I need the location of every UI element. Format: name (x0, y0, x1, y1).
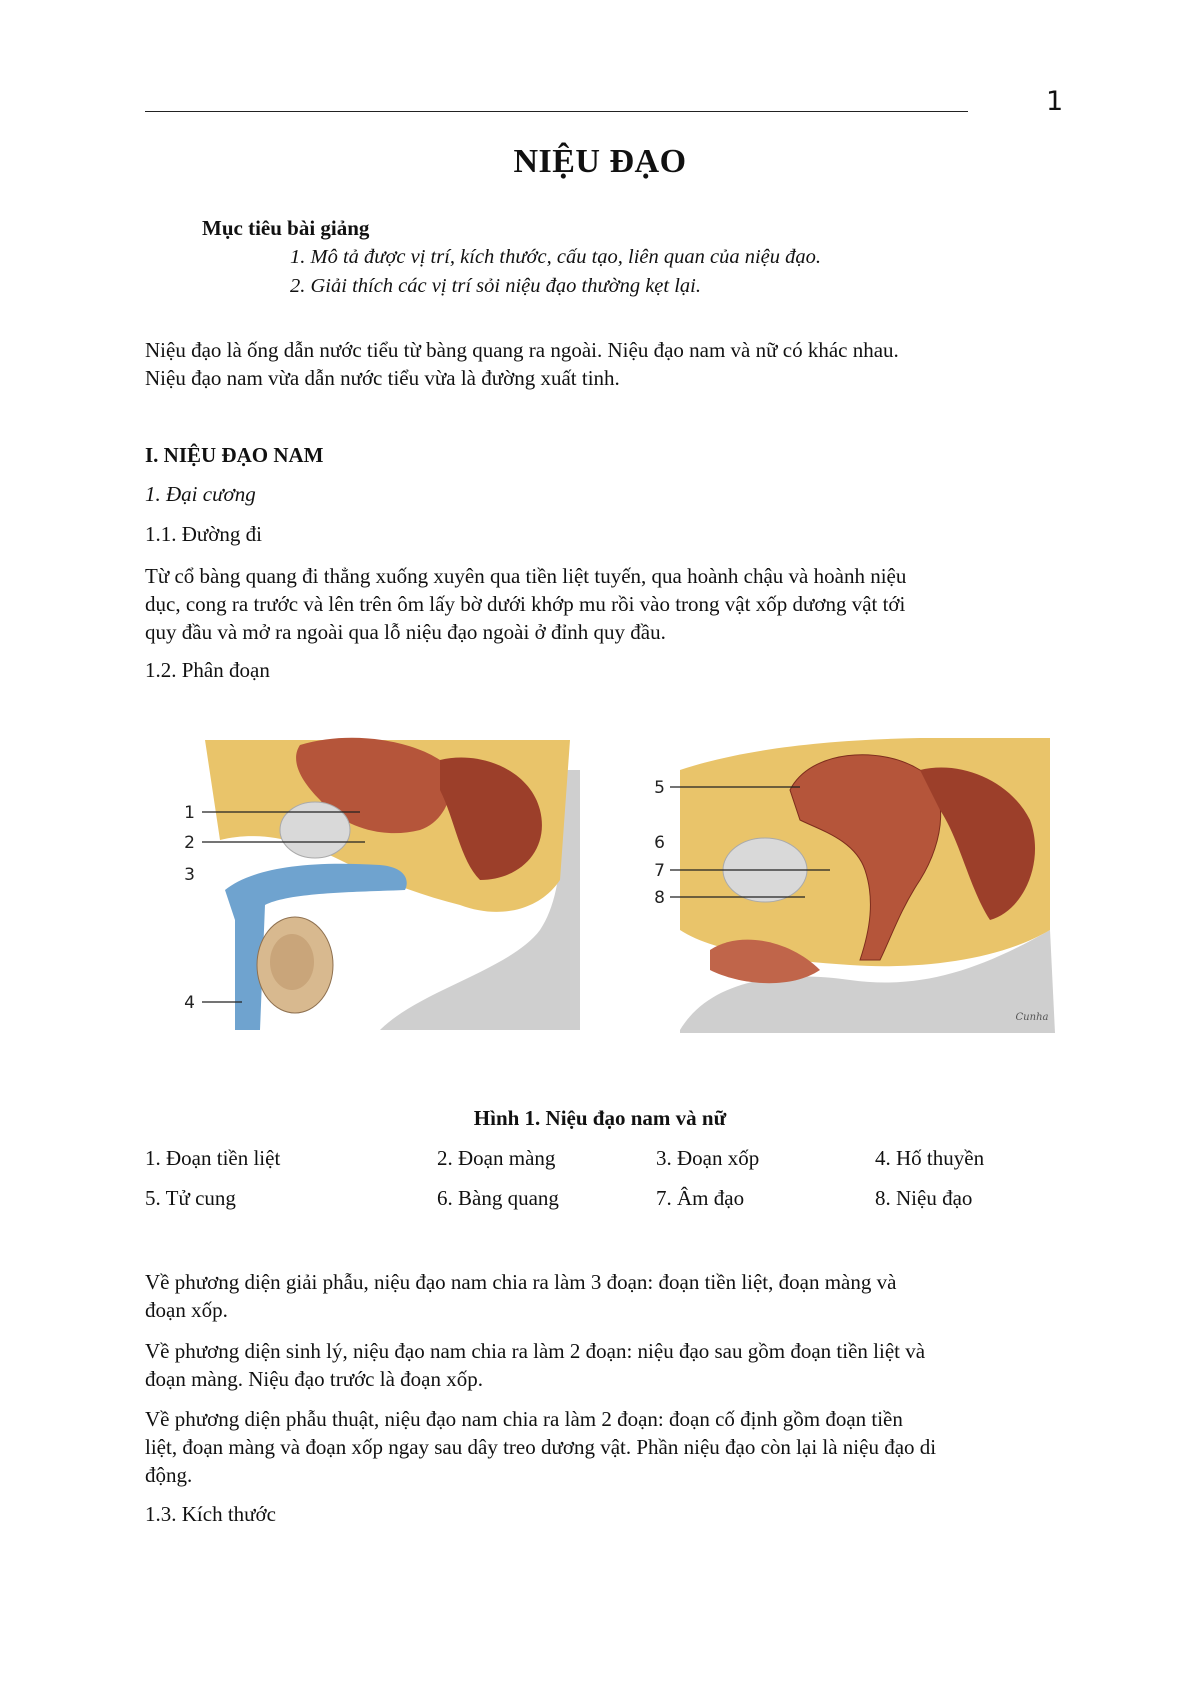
objective-item: 2. Giải thích các vị trí sỏi niệu đạo thường kẹt lại. (290, 275, 701, 297)
artist-signature: Cunha (1015, 1012, 1049, 1023)
female-anatomy-figure (620, 730, 1060, 1040)
body-line: liệt, đoạn màng và đoạn xốp ngay sau dây treo dương vật. Phần niệu đạo còn lại là niệu đạo di (145, 1435, 937, 1459)
subsection-heading: 1.1. Đường đi (145, 522, 262, 546)
objective-item: 1. Mô tả được vị trí, kích thước, cấu tạo, liên quan của niệu đạo. (290, 246, 822, 268)
callout-label: 3 (184, 865, 195, 885)
body-line: Từ cổ bàng quang đi thẳng xuống xuyên qua tiền liệt tuyến, qua hoành chậu và hoành niệu (145, 564, 907, 588)
body-line: dục, cong ra trước và lên trên ôm lấy bờ dưới khớp mu rồi vào trong vật xốp dương vật tới (145, 592, 906, 616)
male-anatomy-figure (180, 730, 600, 1040)
body-line: Về phương diện sinh lý, niệu đạo nam chia ra làm 2 đoạn: niệu đạo sau gồm đoạn tiền liệt và (145, 1339, 926, 1363)
legend-item: 3. Đoạn xốp (656, 1146, 760, 1170)
callout-label: 4 (184, 993, 195, 1013)
subsection-heading: 1.3. Kích thước (145, 1502, 276, 1526)
subsection-heading: 1.2. Phân đoạn (145, 658, 270, 682)
objectives-heading: Mục tiêu bài giảng (202, 216, 370, 240)
legend-item: 8. Niệu đạo (875, 1186, 973, 1210)
subsection-heading: 1. Đại cương (145, 482, 256, 506)
callout-label: 7 (654, 861, 665, 881)
body-line: đoạn màng. Niệu đạo trước là đoạn xốp. (145, 1367, 483, 1391)
page-number: 1 (1046, 86, 1064, 117)
header-rule (145, 111, 968, 112)
body-line: đoạn xốp. (145, 1298, 228, 1322)
intro-line: Niệu đạo nam vừa dẫn nước tiểu vừa là đường xuất tinh. (145, 366, 620, 390)
intro-line: Niệu đạo là ống dẫn nước tiểu từ bàng quang ra ngoài. Niệu đạo nam và nữ có khác nhau. (145, 338, 899, 362)
callout-label: 8 (654, 888, 665, 908)
legend-item: 1. Đoạn tiền liệt (145, 1146, 281, 1170)
legend-item: 2. Đoạn màng (437, 1146, 556, 1170)
callout-label: 2 (184, 833, 195, 853)
body-line: quy đầu và mở ra ngoài qua lỗ niệu đạo ngoài ở đỉnh quy đầu. (145, 620, 666, 644)
body-line: Về phương diện giải phẫu, niệu đạo nam chia ra làm 3 đoạn: đoạn tiền liệt, đoạn màng và (145, 1270, 897, 1294)
page-title: NIỆU ĐẠO (513, 143, 687, 180)
body-line: động. (145, 1463, 193, 1487)
callout-label: 6 (654, 833, 665, 853)
legend-item: 6. Bàng quang (437, 1186, 559, 1210)
body-line: Về phương diện phẫu thuật, niệu đạo nam chia ra làm 2 đoạn: đoạn cố định gồm đoạn tiền (145, 1407, 903, 1431)
legend-item: 7. Âm đạo (656, 1186, 745, 1210)
callout-label: 1 (184, 803, 195, 823)
callout-label: 5 (654, 778, 665, 798)
figure-caption: Hình 1. Niệu đạo nam và nữ (473, 1106, 727, 1130)
legend-item: 4. Hố thuyền (875, 1146, 985, 1170)
legend-item: 5. Tử cung (145, 1186, 236, 1210)
section-heading: I. NIỆU ĐẠO NAM (145, 443, 324, 467)
